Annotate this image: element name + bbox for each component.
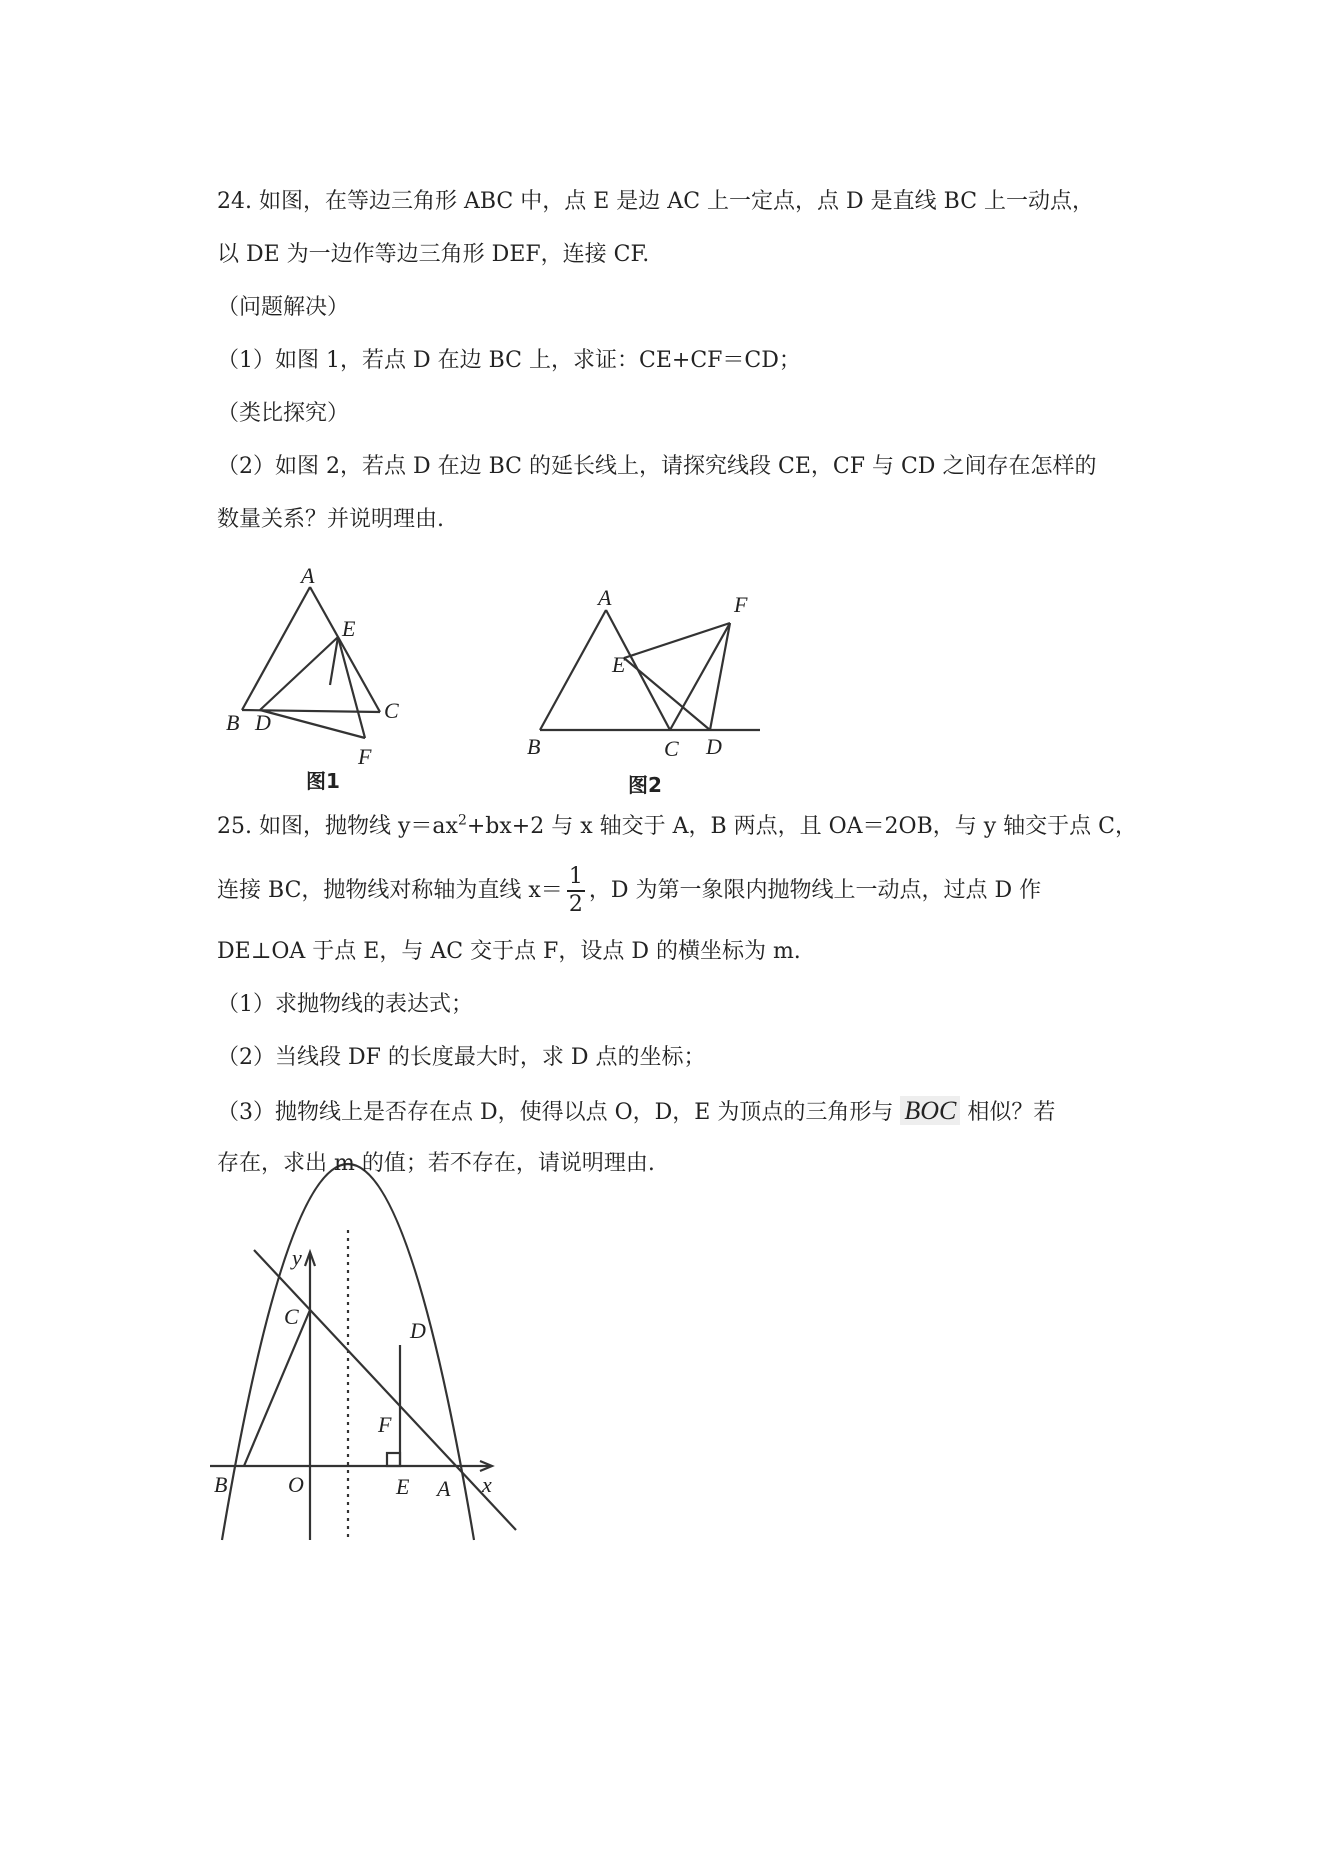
- fig2-caption: 图2: [628, 773, 662, 797]
- fig25-label-y: y: [292, 1245, 302, 1270]
- q24-line2: 以 DE 为一边作等边三角形 DEF，连接 CF.: [217, 242, 650, 267]
- q25-part3-line2: 存在，求出 m 的值；若不存在，请说明理由.: [217, 1151, 655, 1176]
- q25-part3-line1: [217, 1096, 1055, 1128]
- fig2-label-D: D: [706, 734, 722, 759]
- fig2-label-E: E: [612, 652, 626, 677]
- q25-part3-start: （3）抛物线上是否存在点 D，使得以点 O，D，E 为顶点的三角形与: [217, 1100, 894, 1125]
- fig1-label-D: D: [255, 710, 271, 735]
- q25-part3-end: 相似？若: [967, 1100, 1056, 1125]
- fig25-label-B: B: [214, 1472, 228, 1497]
- q25-fraction: [567, 864, 585, 918]
- fig1-label-F: F: [358, 744, 372, 769]
- fig25-label-A: A: [437, 1476, 451, 1501]
- q24-section-analogy: （类比探究）: [217, 401, 350, 426]
- q24-section-problem: （问题解决）: [217, 295, 350, 320]
- fig1-label-E: E: [342, 616, 356, 641]
- q25-triangle-boc: BOC: [900, 1096, 960, 1125]
- q25-line2-start: 连接 BC，抛物线对称轴为直线 x＝: [217, 878, 563, 903]
- q25-line1-end: +bx+2 与 x 轴交于 A，B 两点，且 OA＝2OB，与 y 轴交于点 C，: [466, 814, 1138, 839]
- fig25-label-x: x: [482, 1472, 492, 1497]
- q25-line2-end: ，D 为第一象限内抛物线上一动点，过点 D 作: [588, 878, 1042, 903]
- fig25-label-O: O: [288, 1472, 304, 1497]
- q25-line3: DE⊥OA 于点 E，与 AC 交于点 F，设点 D 的横坐标为 m.: [217, 939, 801, 964]
- fig2-label-F: F: [734, 592, 748, 617]
- fig25-label-E: E: [396, 1474, 410, 1499]
- fig25-label-D: D: [410, 1318, 426, 1343]
- q25-exponent: 2: [457, 812, 467, 829]
- q24-part1: （1）如图 1，若点 D 在边 BC 上，求证：CE+CF＝CD；: [217, 348, 801, 373]
- fig2-label-C: C: [664, 736, 679, 761]
- q24-part2-line1: （2）如图 2，若点 D 在边 BC 的延长线上，请探究线段 CE，CF 与 CD 之间存在怎样的: [217, 454, 1097, 479]
- q25-part2: （2）当线段 DF 的长度最大时，求 D 点的坐标；: [217, 1045, 706, 1070]
- fig1-caption: 图1: [306, 769, 340, 793]
- fig1-label-B: B: [226, 710, 240, 735]
- fig1-label-C: C: [384, 698, 399, 723]
- q24-part2-line2: 数量关系？并说明理由.: [217, 507, 444, 532]
- q25-fraction-denominator: 2: [568, 892, 583, 917]
- q24-line1: 24. 如图，在等边三角形 ABC 中，点 E 是边 AC 上一定点，点 D 是直线 BC 上一动点，: [217, 189, 1095, 214]
- q25-line1-start: 25. 如图，抛物线 y＝ax: [217, 814, 458, 839]
- q25-part1: （1）求抛物线的表达式；: [217, 992, 473, 1017]
- fig2-label-A: A: [598, 585, 612, 610]
- fig25-label-F: F: [378, 1412, 392, 1437]
- q25-fraction-numerator: 1: [567, 864, 585, 892]
- q25-line2: [217, 864, 1041, 918]
- q25-line1: [217, 812, 1137, 842]
- fig1-label-A: A: [301, 563, 315, 588]
- fig25-label-C: C: [284, 1304, 299, 1329]
- fig2-label-B: B: [527, 734, 541, 759]
